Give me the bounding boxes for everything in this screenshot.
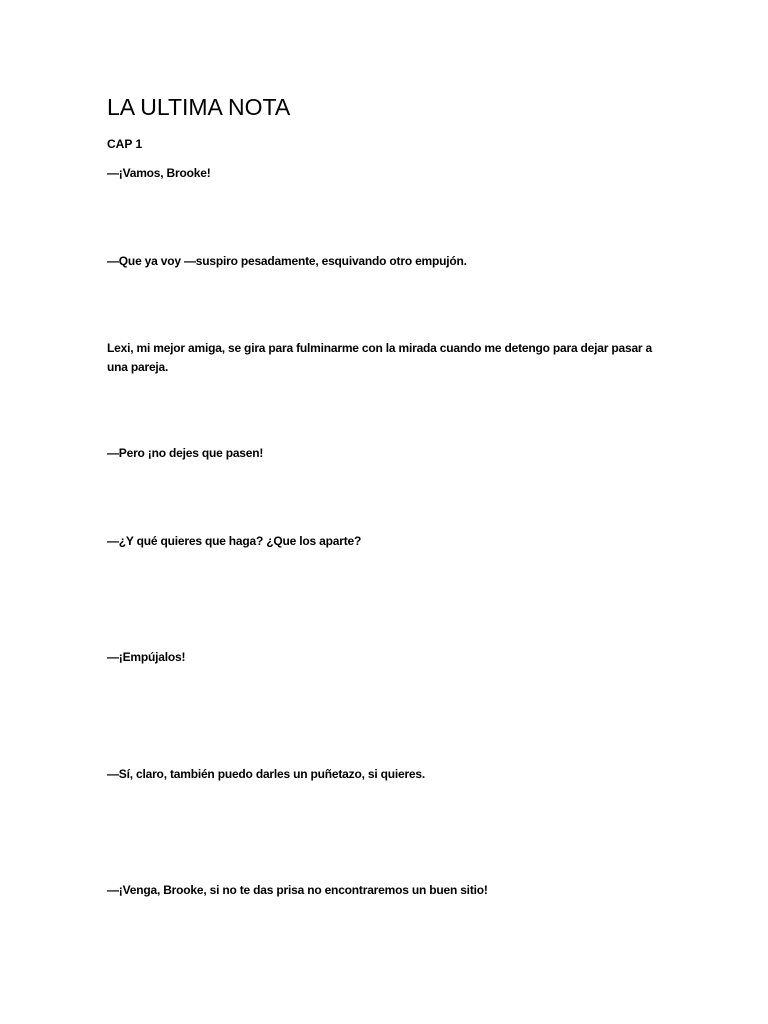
paragraph: —Que ya voy —suspiro pesadamente, esquivando otro empujón. bbox=[107, 254, 467, 268]
document-title: LA ULTIMA NOTA bbox=[107, 94, 291, 120]
paragraph: —¡Empújalos! bbox=[107, 650, 186, 664]
paragraph: —¡Venga, Brooke, si no te das prisa no encontraremos un buen sitio! bbox=[107, 883, 488, 897]
paragraph: —¡Vamos, Brooke! bbox=[107, 166, 211, 180]
chapter-heading: CAP 1 bbox=[107, 137, 143, 151]
paragraph: —¿Y qué quieres que haga? ¿Que los aparte? bbox=[107, 534, 362, 548]
paragraph: Lexi, mi mejor amiga, se gira para fulminarme con la mirada cuando me detengo para dejar pasar a una pareja. bbox=[107, 341, 652, 374]
paragraph: —Sí, claro, también puedo darles un puñetazo, si quieres. bbox=[107, 767, 426, 781]
paragraph: —Pero ¡no dejes que pasen! bbox=[107, 446, 264, 460]
